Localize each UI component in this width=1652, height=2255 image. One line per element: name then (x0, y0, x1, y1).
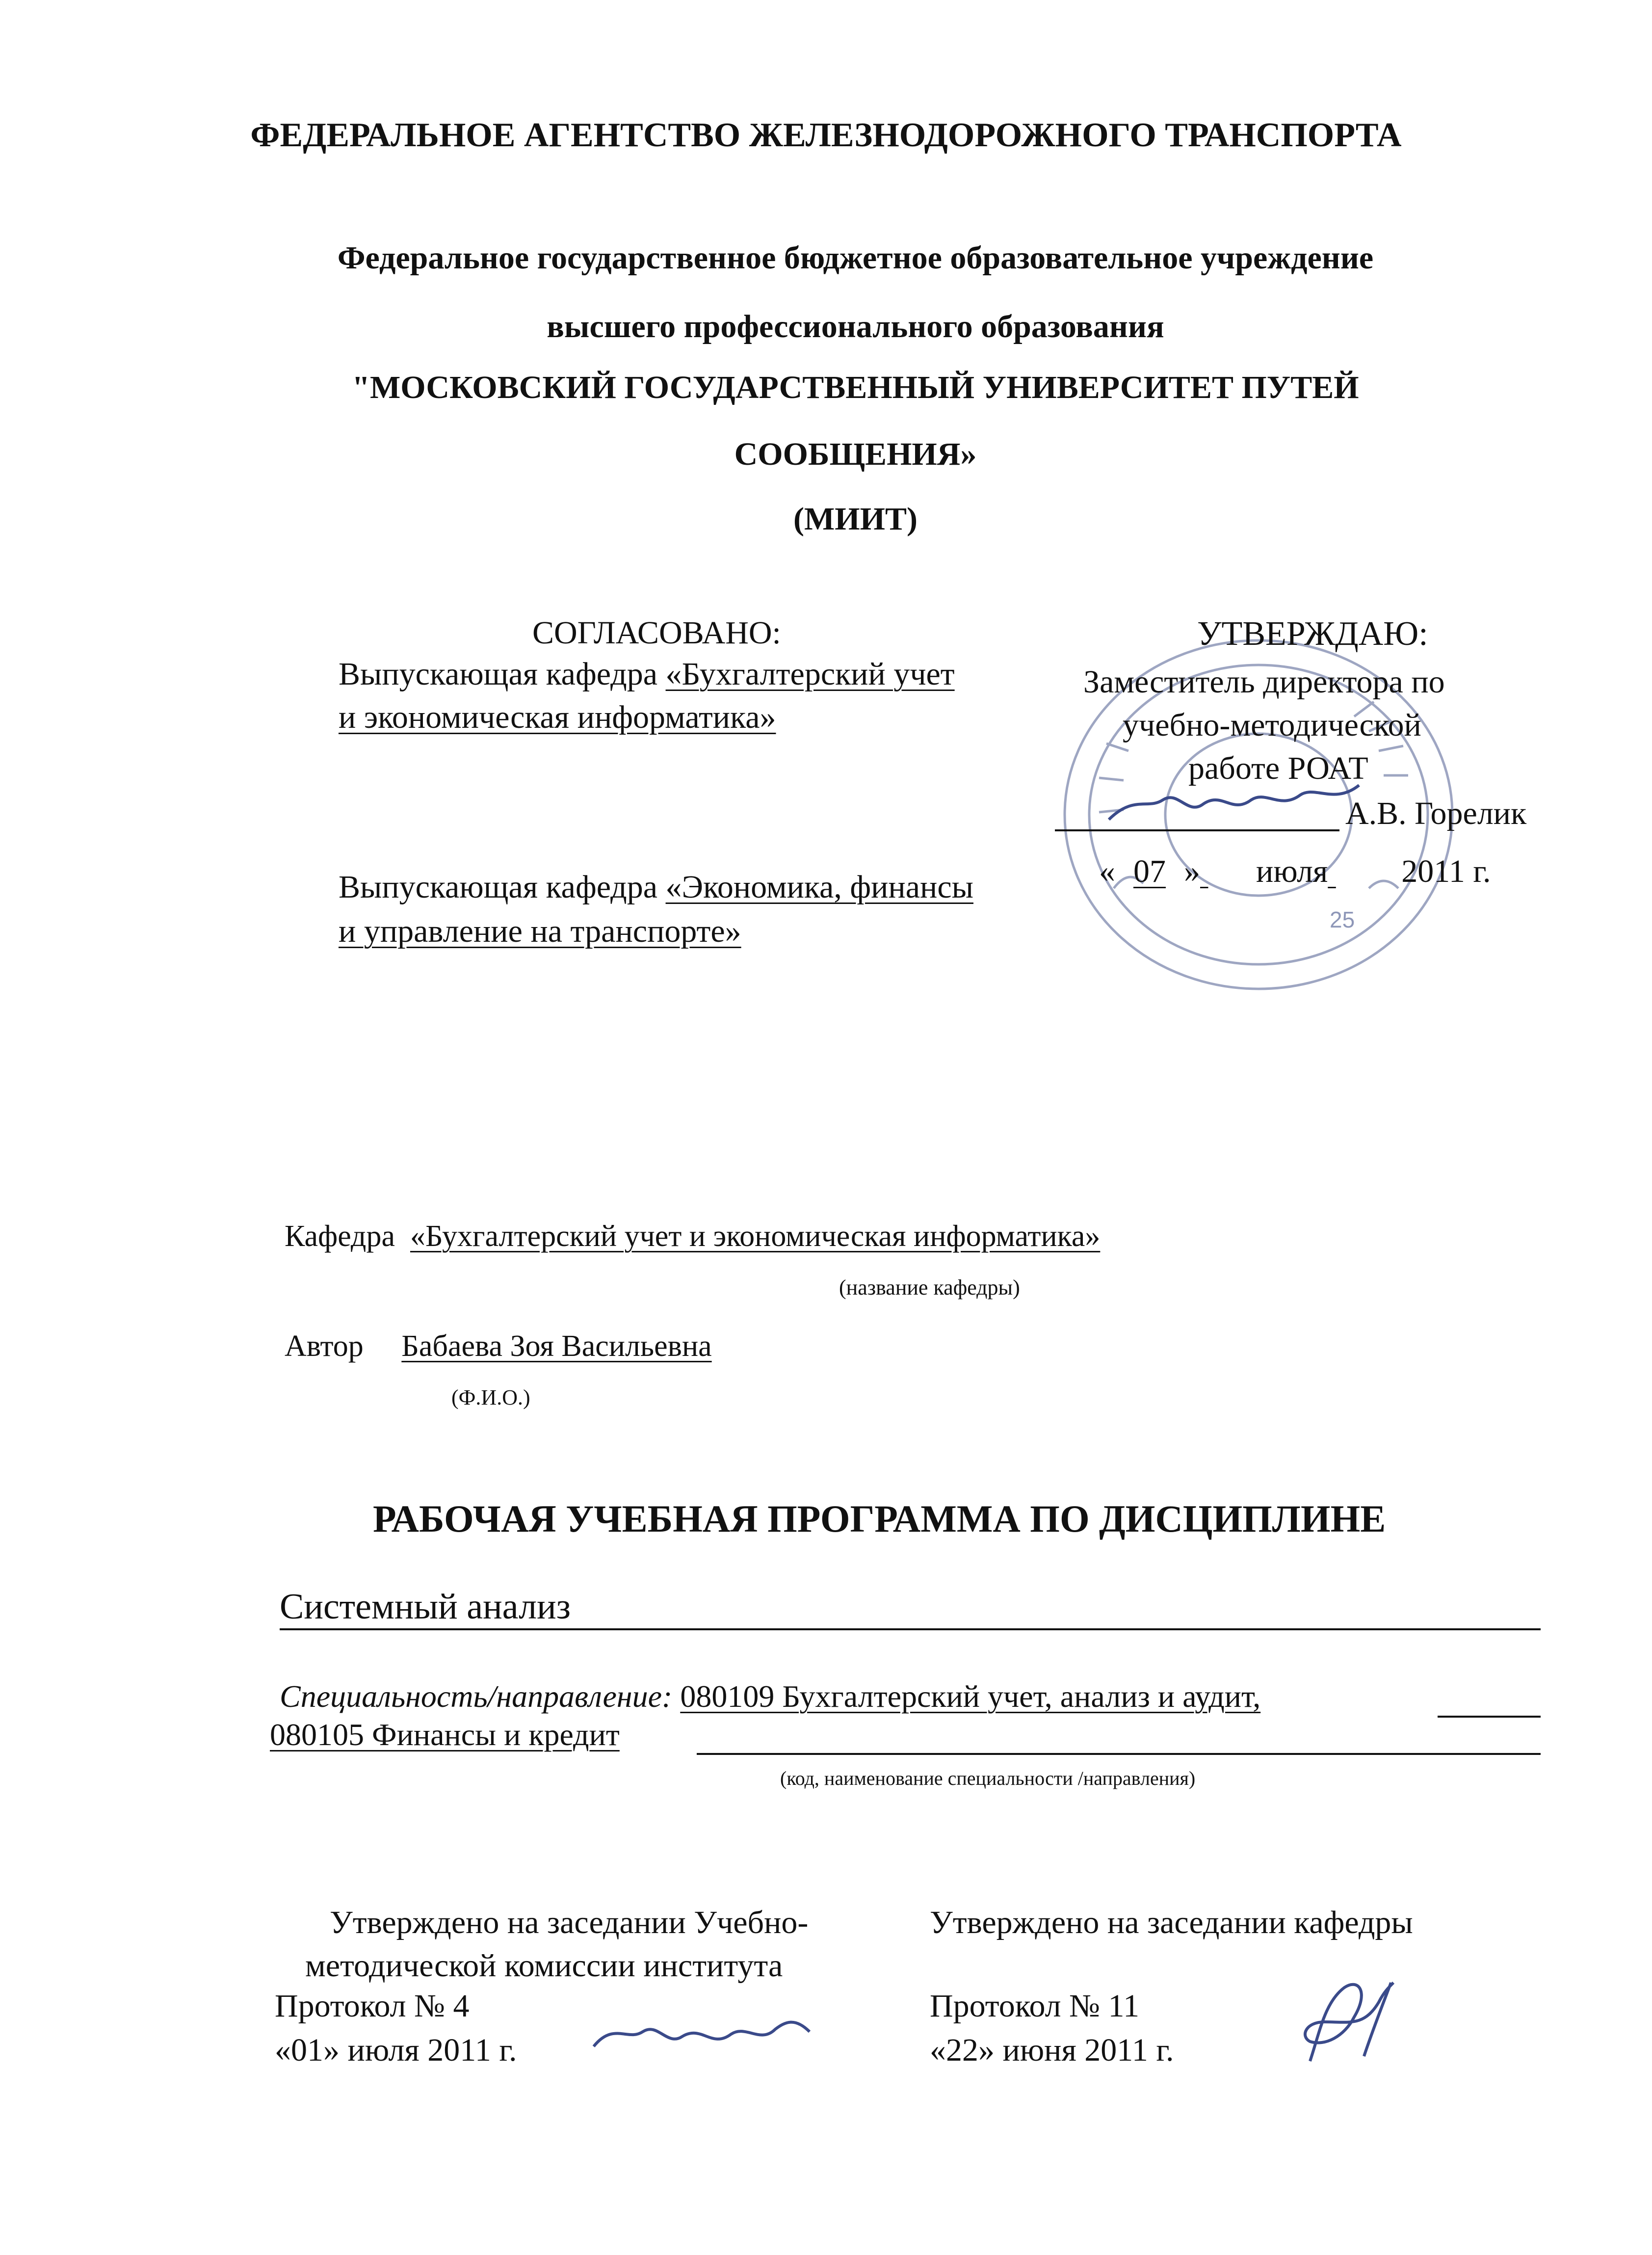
department-value: «Бухгалтерский учет и экономическая информатика» (410, 1220, 1101, 1253)
discipline-rule (280, 1628, 1541, 1630)
date-month: июля (1256, 853, 1328, 889)
specialty-caption: (код, наименование специальности /направления) (780, 1767, 1196, 1789)
agreed-dept2-name: «Экономика, финансы (665, 869, 973, 905)
institution-type: Федеральное государственное бюджетное образовательное учреждение (337, 240, 1374, 276)
agreed-dept1-name: «Бухгалтерский учет (665, 656, 955, 692)
university-name-line2: СООБЩЕНИЯ» (734, 436, 977, 472)
university-abbr: (МИИТ) (793, 501, 918, 537)
stamp-number: 25 (1330, 907, 1355, 932)
approved-position-line1: Заместитель директора по (1083, 664, 1445, 700)
commission-date: «01» июля 2011 г. (275, 2032, 517, 2068)
dept-meeting-date: «22» июня 2011 г. (930, 2032, 1174, 2068)
date-close-quote: » (1184, 853, 1200, 889)
discipline-name: Системный анализ (280, 1587, 571, 1627)
program-title: РАБОЧАЯ УЧЕБНАЯ ПРОГРАММА ПО ДИСЦИПЛИНЕ (373, 1497, 1386, 1540)
author-value: Бабаева Зоя Васильевна (401, 1329, 712, 1363)
agreed-dept1-line2: и экономическая информатика» (339, 699, 776, 735)
agreed-dept2-line2: и управление на транспорте» (339, 913, 741, 949)
author-caption: (Ф.И.О.) (451, 1385, 530, 1409)
specialty-rule1 (1438, 1716, 1541, 1718)
university-name-line1: "МОСКОВСКИЙ ГОСУДАРСТВЕННЫЙ УНИВЕРСИТЕТ ПУТЕЙ (352, 370, 1359, 405)
author-line (285, 1329, 712, 1364)
commission-line1: Утверждено на заседании Учебно- (330, 1905, 809, 1940)
specialty-value2: 080105 Финансы и кредит (270, 1717, 620, 1752)
commission-signature (589, 2002, 814, 2066)
approved-date (1099, 853, 1491, 890)
approved-position-line2: учебно-методической (1123, 707, 1421, 743)
author-label: Автор (285, 1329, 364, 1363)
commission-protocol: Протокол № 4 (275, 1988, 470, 2024)
approved-position-line3: работе РОАТ (1188, 750, 1368, 786)
signature-line (1055, 829, 1339, 831)
agreed-dept2-line1 (339, 869, 973, 906)
specialty-rule2 (697, 1753, 1541, 1755)
dept-meeting-line1: Утверждено на заседании кафедры (930, 1905, 1413, 1940)
education-level: высшего профессионального образования (547, 309, 1164, 345)
date-year: 2011 г. (1401, 853, 1491, 889)
agency-name: ФЕДЕРАЛЬНОЕ АГЕНТСТВО ЖЕЛЕЗНОДОРОЖНОГО ТРАНСПОРТА (250, 116, 1402, 154)
date-day: 07 (1133, 853, 1166, 889)
specialty-line1 (280, 1678, 1260, 1715)
agreed-dept1-prefix: Выпускающая кафедра (339, 656, 666, 692)
director-signature (1104, 766, 1379, 839)
commission-line2: методической комиссии института (305, 1948, 783, 1984)
agreed-heading: СОГЛАСОВАНО: (532, 615, 781, 651)
dept-meeting-protocol: Протокол № 11 (930, 1988, 1140, 2024)
specialty-value1: 080109 Бухгалтерский учет, анализ и аудит, (680, 1679, 1261, 1714)
approved-signatory: А.В. Горелик (1345, 796, 1527, 831)
date-open-quote: « (1099, 853, 1115, 889)
approved-heading: УТВЕРЖДАЮ: (1197, 615, 1428, 653)
agreed-dept2-prefix: Выпускающая кафедра (339, 869, 666, 905)
specialty-label: Специальность/направление: (280, 1679, 673, 1714)
department-caption: (название кафедры) (839, 1275, 1020, 1300)
department-label: Кафедра (285, 1220, 395, 1253)
agreed-dept1-line1 (339, 656, 955, 693)
department-line (285, 1219, 1100, 1254)
dept-head-signature (1290, 1973, 1398, 2071)
